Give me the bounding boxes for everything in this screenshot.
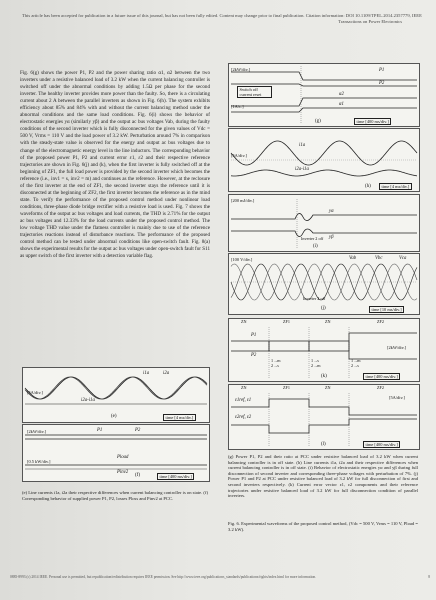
figure-h [228,128,420,192]
figure-e-signal-diff: i2a-i1a [81,398,95,403]
figure-g-signal-alpha1: α1 [339,102,344,107]
figure-l-zone-3: ZN [325,385,331,390]
figure-j [228,253,420,315]
figure-g-signal-alpha2: α2 [339,92,344,97]
figure-l-zone-4: ZF2 [377,385,384,390]
figure-k-zone-2: ZF1 [283,319,290,324]
caption-left: (e) Line currents i1a, i2a their respective differences when current balancing controller is on state. (f) Corresponding behavior of supplied power P1, P2, losses Ploss and Pinv2 at PCC. [22,490,208,501]
figure-h-signal-diff: i2a-i1a [295,167,309,172]
figure-l-signal-e1: ε1ref, ε1 [235,398,252,403]
figure-6-caption: Fig. 6. Experimental waveforms of the proposed control method, (Vdc = 500 V, Vrms = 110 V, Pload = 3.2 kW). [228,521,418,532]
figure-l-label: (l) [321,442,326,447]
figure-i-annotation: Inverter 2 off [301,236,324,241]
figure-f-timebase: time [400 ms/div.] [157,473,194,480]
figure-j-signal-vca: Vca [399,256,407,261]
figure-h-signal-i1a: i1a [299,143,306,148]
figure-f [22,424,210,482]
figure-g [228,63,420,127]
figure-g-scale: [2kW/div.] [231,67,251,72]
figure-g-timebase: time [400 ms/div.] [354,118,391,125]
page-number: 8 [428,575,430,579]
figure-l-zone-2: ZF1 [283,385,290,390]
figure-k-annotation-3: 1→m 2→s [351,358,361,368]
figure-e [22,367,210,423]
figure-e-signal-i1a: i1a [143,371,150,376]
figure-f-signal-pload: Pload [117,455,129,460]
figure-l-scale: [5A/div.] [389,395,405,400]
figure-k-scale: [2kW/div.] [387,345,407,350]
page-footer [10,575,430,580]
figure-g-scale-2: [1A/c.] [231,104,244,109]
figure-j-signal-vbc: Vbc [375,256,383,261]
figure-e-label: (e) [111,414,117,419]
figure-k-label: (k) [321,374,327,379]
figure-e-scale: [5A/div.] [27,390,43,395]
figure-i [228,194,420,252]
journal-header [22,13,422,24]
figure-k [228,318,420,382]
figure-f-scale: [2kW/div.] [27,429,47,434]
figure-h-label: (h) [365,184,371,189]
figure-f-signal-p1: P1 [97,428,103,433]
figure-k-plot [229,319,419,381]
figure-f-scale-2: [0.5 kW/div.] [27,459,51,464]
figure-h-timebase: time [4 ms/div.] [379,183,412,190]
figure-g-signal-p1: P1 [379,68,385,73]
figure-f-label: (f) [135,473,140,478]
figure-l-zone-1: ZN [241,385,247,390]
figure-k-annotation-2: 1→s 2→m [311,358,321,368]
figure-j-plot [229,254,419,314]
figure-i-scale: [200 mJ/div.] [231,198,255,203]
footer-copyright: 0885-8993 (c) 2014 IEEE. Personal use is permitted, but republication/redistribution requires IEEE permission. See http://www.ieee.org/publications_standards/publications/rights/index.html for more information. [10,575,317,579]
figure-k-annotation-1: 1→m 2→s [271,358,281,368]
figure-i-signal-ya: yα [329,209,334,214]
figure-f-signal-pinv2: Pinv2 [117,470,129,475]
figure-j-label: (j) [321,306,326,311]
figure-l-signal-e2: ε2ref, ε2 [235,415,252,420]
figure-k-zone-4: ZF2 [377,319,384,324]
figure-k-zone-1: ZN [241,319,247,324]
figure-f-signal-p2: P2 [135,428,141,433]
figure-i-plot [229,195,419,251]
figure-l-timebase: time [400 ms/div.] [363,441,400,448]
figure-g-annotation-box: Switch off current reset [237,86,272,98]
figure-e-timebase: time [4 ms/div.] [163,414,196,421]
header-line-1: This article has been accepted for publication in a future issue of this journal, but has not been fully edited. Content may change prior to final publication. Citation information: DOI 10.1109/TPEL.2014.2357779, IEEE [22,13,422,18]
figure-i-label: (i) [313,244,318,249]
figure-j-signal-vab: Vab [349,256,357,261]
figure-e-signal-i2a: i2a [163,371,170,376]
header-line-2: Transactions on Power Electronics [338,18,402,24]
figure-h-scale: [5A/div.] [231,153,247,158]
figure-k-signal-p1: P1 [251,333,257,338]
figure-h-plot [229,129,419,191]
caption-right: (g) Power P1, P2 and their ratio at PCC under resistive balanced load of 3.2 kW when current balancing controller is in off state. (h) Line currents i1a, i2a and their respective differences when current balancing controller is in off state. (i) Behavior of electrostatic energies yα and yβ during full disconnection of second inverter and corresponding three-phase voltages with perturbation of 7%. (j) Power P1 and P2 at PCC under resistive balanced load of 3.2 kW for full disconnection of first and second inverters respectively. (k) Current error vector ε1, ε2 components and their reference trajectories under resistive balanced load of 3.2 kW for full disconnection condition of parallel inverters. [228,454,418,499]
figure-j-timebase: time [10 ms/div.] [369,306,404,313]
figure-g-label: (g) [315,119,321,124]
figure-k-zone-3: ZN [325,319,331,324]
figure-k-timebase: time [400 ms/div.] [363,373,400,380]
figure-j-annotation: Inverter 2 off [303,296,326,301]
body-column [20,70,210,260]
figure-g-signal-p2: P2 [379,81,385,86]
figure-k-signal-p2: P2 [251,353,257,358]
figure-l [228,384,420,450]
body-paragraph: Fig. 6(g) shows the power P1, P2 and the power sharing ratio α1, α2 between the two inverters under a resistive balanced load of 3.2 kW when the current balancing controller is switched off under the abnormal conditions by adding 1.5Ω per phase for the second inverter. The healthy inverter provides more power than the faulty. So, there is a circulating current about 2 A between the parallel inverters as shown in Fig. 6(h). The system exhibits efficiency about 85% and 84% with and without the current balancing method under the abnormal conditions and the same load conditions. Fig. 6(i) shows the behavior of electrostatic energies yα (similarly yβ) and the output ac bus voltages Vab, during the faulty conditions of the second inverter which is fully disconnected for the given values of Vdc = 500 V, Vrms = 110 V and the load power of 3.2 kW. Perturbation around 7% in comparison with the steady-state value is observed for the energy and output ac bus voltages due to change of the electromagnetic energy level in the line inductors. The corresponding behavior of the proposed power P1, P2 and current error ε1, ε2 and their respective reference trajectories are shown in Fig. 6(j) and (k), when the first inverter is fully switched off at the beginning of ZF1, the full load power is provided by the second inverter which becomes the reference (i.e., inv1 = s, inv2 = m) and continues as the reference. However, at the reclosure of the first inverter at the end of ZF1, the second inverter stays the reference until it is disconnected at the beginning of ZF2, the first inverter becomes the reference as in the mind state. To verify the performance of the proposed control method under nonlinear load conditions, three-phase diode bridge rectifier with a resistive load is used. Fig. 7 shows the waveforms of the output ac bus voltages and load currents, the THD is 2.71% for the output ac bus voltages and 12.33% for the load currents under the proposed control method. The low voltage THD value under the flatness controller is mainly due to use of the reference trajectories reactions instead of disturbance reactions. The performance of the proposed control method can be tested under abnormal conditions like open-switch fault. Fig. 8(a) shows the experimental results for the output ac bus voltages under open-switch fault for S11 as upper switch of the first inverter with a detection variable flag. [20,70,210,260]
figure-j-scale: [100 V/div.] [231,257,253,262]
figure-i-signal-yb: yβ [329,235,334,240]
